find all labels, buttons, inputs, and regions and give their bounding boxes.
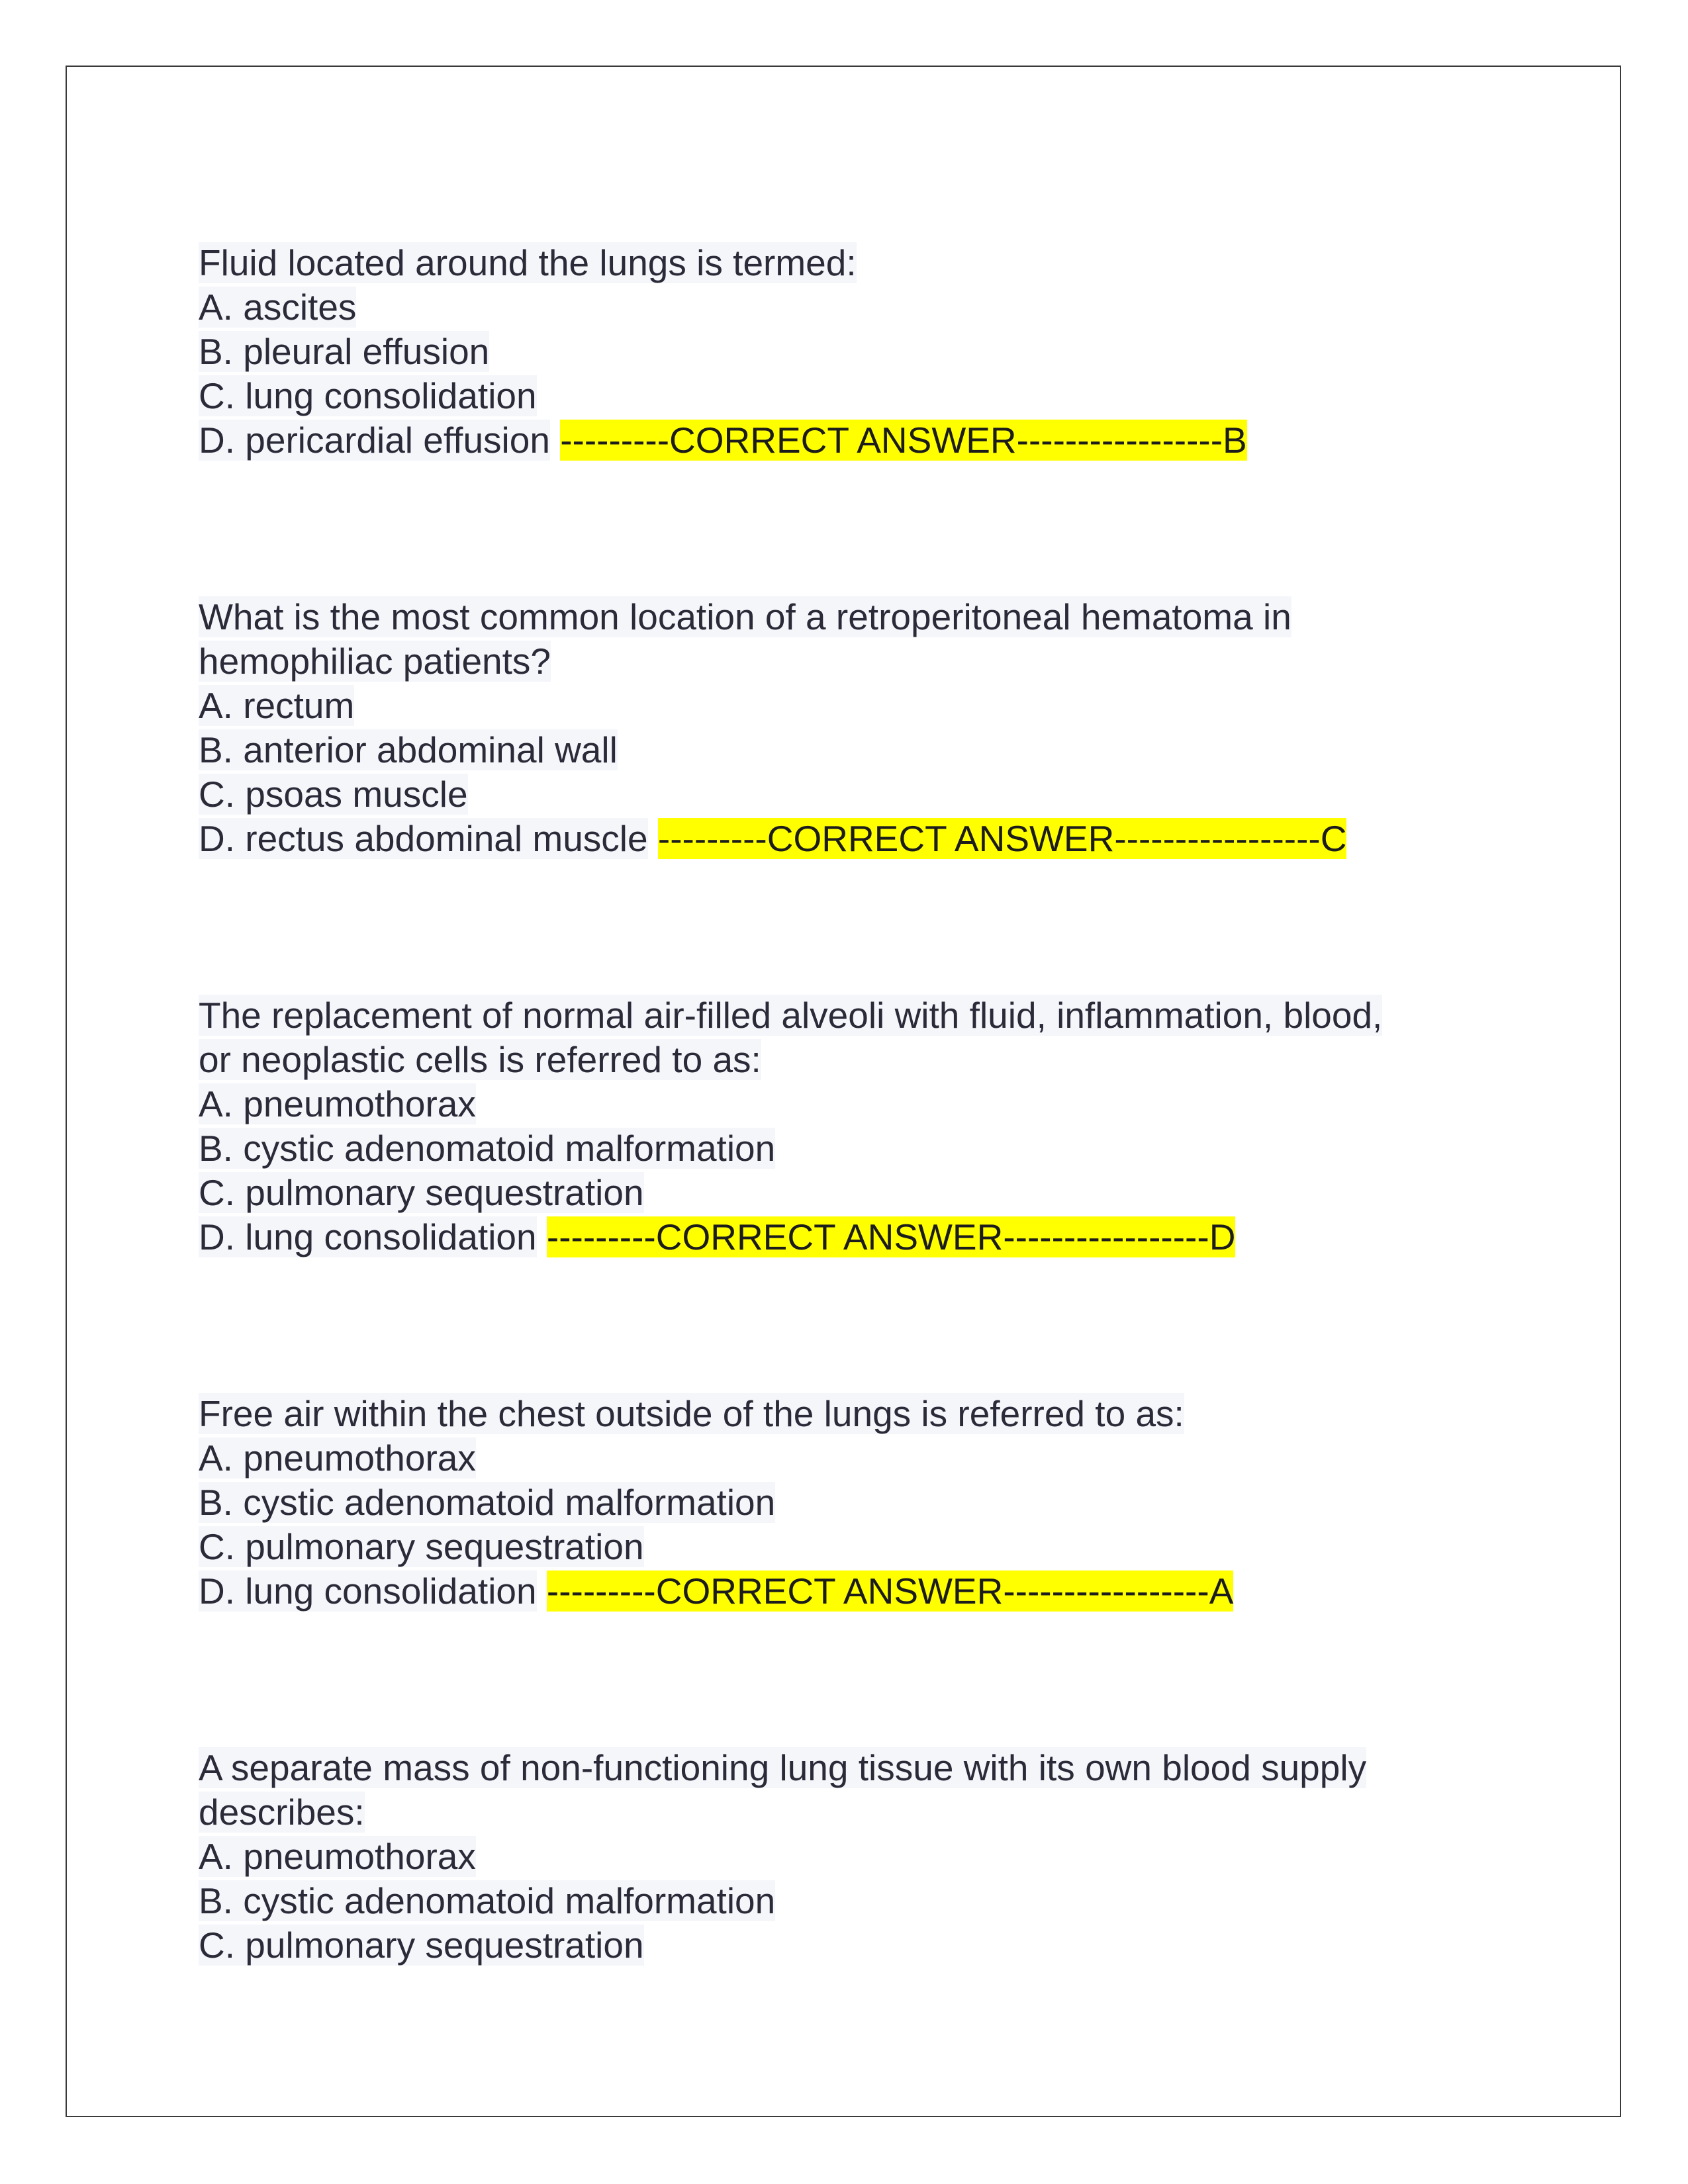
- answer-option-text: B. cystic adenomatoid malformation: [199, 1482, 776, 1523]
- answer-option-text: D. rectus abdominal muscle: [199, 818, 648, 859]
- question-stem-line: [199, 1790, 1523, 1835]
- correct-answer-letter: A: [1209, 1570, 1234, 1612]
- answer-option-text: A. ascites: [199, 287, 357, 328]
- answer-option-text: C. pulmonary sequestration: [199, 1925, 644, 1966]
- correct-answer-highlight: [547, 1570, 1233, 1612]
- answer-option: [199, 728, 1523, 772]
- question-block: [199, 595, 1523, 861]
- answer-option: [199, 285, 1523, 330]
- correct-answer-label: ---------CORRECT ANSWER-----------------: [560, 420, 1223, 461]
- answer-option-text: B. pleural effusion: [199, 331, 490, 372]
- answer-option: [199, 817, 1523, 861]
- question-stem-text: hemophiliac patients?: [199, 641, 551, 682]
- answer-option: [199, 1525, 1523, 1569]
- question-block: [199, 1746, 1523, 1968]
- correct-answer-label: ---------CORRECT ANSWER-----------------: [546, 1216, 1209, 1257]
- question-stem-line: [199, 639, 1523, 684]
- answer-option: [199, 1569, 1523, 1614]
- document-content: [199, 241, 1523, 2100]
- correct-answer-letter: B: [1223, 420, 1247, 461]
- answer-option: [199, 1923, 1523, 1968]
- answer-option-text: B. cystic adenomatoid malformation: [199, 1880, 776, 1921]
- answer-option-text: A. rectum: [199, 685, 355, 726]
- question-stem-line: [199, 993, 1523, 1038]
- correct-answer-letter: C: [1320, 818, 1347, 859]
- question-stem-text: Fluid located around the lungs is termed:: [199, 242, 857, 283]
- answer-option-text: B. anterior abdominal wall: [199, 729, 618, 770]
- answer-option-text: A. pneumothorax: [199, 1437, 476, 1479]
- question-stem-text: What is the most common location of a retroperitoneal hematoma in: [199, 596, 1291, 637]
- question-stem-line: [199, 595, 1523, 639]
- answer-option: [199, 1215, 1523, 1259]
- question-stem-text: Free air within the chest outside of the lungs is referred to as:: [199, 1393, 1184, 1434]
- question-stem-text: A separate mass of non-functioning lung tissue with its own blood supply: [199, 1747, 1367, 1788]
- answer-option-text: C. pulmonary sequestration: [199, 1526, 644, 1567]
- answer-option: [199, 1171, 1523, 1215]
- correct-answer-letter: D: [1209, 1216, 1236, 1257]
- answer-option: [199, 1082, 1523, 1126]
- question-stem-line: [199, 1392, 1523, 1436]
- question-stem-text: describes:: [199, 1792, 365, 1833]
- answer-option-text: C. lung consolidation: [199, 375, 537, 416]
- correct-answer-label: ---------CORRECT ANSWER-----------------: [657, 818, 1321, 859]
- answer-option-text: C. pulmonary sequestration: [199, 1172, 644, 1213]
- answer-option-text: D. lung consolidation: [199, 1570, 537, 1612]
- question-block: [199, 1392, 1523, 1614]
- answer-option-text: B. cystic adenomatoid malformation: [199, 1128, 776, 1169]
- question-stem-text: or neoplastic cells is referred to as:: [199, 1039, 761, 1080]
- answer-option: [199, 772, 1523, 817]
- answer-option-text: D. pericardial effusion: [199, 420, 550, 461]
- correct-answer-highlight: [658, 818, 1347, 859]
- question-block: [199, 993, 1523, 1259]
- correct-answer-highlight: [547, 1216, 1236, 1257]
- question-stem-text: The replacement of normal air-filled alveoli with fluid, inflammation, blood,: [199, 995, 1383, 1036]
- answer-option: [199, 1835, 1523, 1879]
- answer-option: [199, 684, 1523, 728]
- correct-answer-label: ---------CORRECT ANSWER-----------------: [546, 1570, 1209, 1612]
- question-stem-line: [199, 241, 1523, 285]
- question-stem-line: [199, 1746, 1523, 1790]
- answer-option: [199, 330, 1523, 374]
- question-block: [199, 241, 1523, 463]
- answer-option: [199, 374, 1523, 418]
- answer-option: [199, 418, 1523, 463]
- answer-option-text: C. psoas muscle: [199, 774, 468, 815]
- answer-option-text: D. lung consolidation: [199, 1216, 537, 1257]
- question-stem-line: [199, 1038, 1523, 1082]
- correct-answer-highlight: [560, 420, 1246, 461]
- answer-option: [199, 1126, 1523, 1171]
- answer-option-text: A. pneumothorax: [199, 1836, 476, 1877]
- answer-option: [199, 1879, 1523, 1923]
- answer-option: [199, 1436, 1523, 1480]
- answer-option-text: A. pneumothorax: [199, 1083, 476, 1124]
- answer-option: [199, 1480, 1523, 1525]
